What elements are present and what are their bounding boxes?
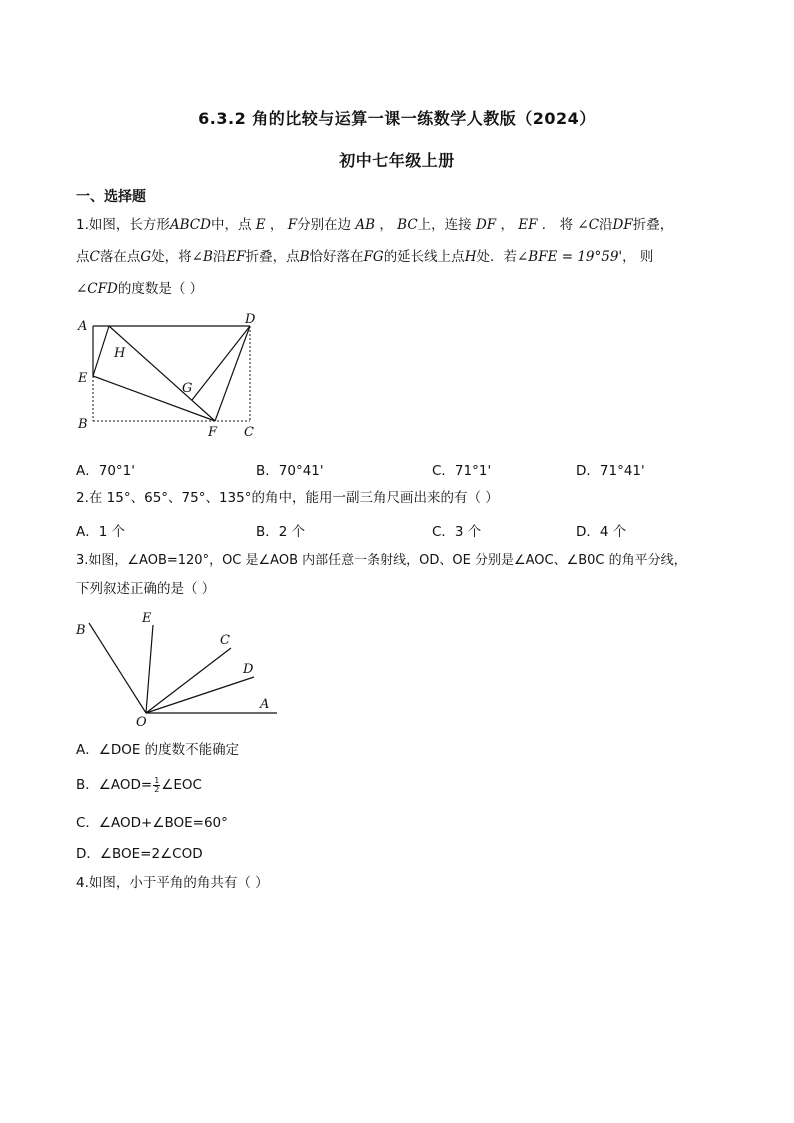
- q1-option-c[interactable]: C．71°1': [432, 463, 492, 479]
- fig1-label-e: E: [78, 371, 88, 386]
- q1-option-b[interactable]: B．70°41': [256, 463, 324, 479]
- fig1-label-g: G: [182, 381, 193, 396]
- q1-option-d[interactable]: D．71°41': [576, 463, 645, 479]
- q2-text: 2.在 15°、65°、75°、135°的角中，能用一副三角尺画出来的有（ ）: [76, 490, 499, 506]
- fig3-label-o: O: [136, 715, 147, 728]
- edge-eh: [93, 326, 109, 376]
- ray-oe: [146, 625, 153, 713]
- fraction-one-half: $\frac{1}{2}$: [154, 775, 160, 794]
- q3-option-d[interactable]: D．∠BOE=2∠COD: [76, 846, 203, 862]
- q3-figure: [72, 606, 282, 728]
- ray-oc: [146, 648, 231, 713]
- q3-option-c[interactable]: C．∠AOD+∠BOE=60°: [76, 815, 228, 831]
- q3-line2: 下列叙述正确的是（ ）: [76, 581, 216, 597]
- fig3-label-e: E: [142, 611, 152, 626]
- q1-line3: ∠CFD的度数是（ ）: [76, 281, 204, 297]
- q4-text: 4.如图，小于平角的角共有（ ）: [76, 875, 269, 891]
- q1-line2: 点C落在点G处，将∠B沿EF折叠，点B恰好落在FG的延长线上点H处．若∠BFE = 19°59'， 则: [76, 249, 654, 265]
- edge-ef: [93, 376, 215, 421]
- ray-od: [146, 677, 254, 713]
- q2-option-b[interactable]: B．2 个: [256, 524, 306, 540]
- q3-option-b[interactable]: B．∠AOD= $\frac{1}{2}$ ∠EOC: [76, 775, 202, 794]
- fig1-label-b: B: [78, 417, 88, 432]
- edge-dg: [192, 326, 250, 400]
- q1-line1: 1.如图，长方形ABCD中，点 E ， F分别在边 AB ， BC上，连接 DF ， EF ． 将 ∠C沿DF折叠，: [76, 217, 674, 233]
- fig3-label-b: B: [76, 623, 86, 638]
- q3-line1: 3.如图，∠AOB=120°，OC 是∠AOB 内部任意一条射线，OD、OE 分别是∠AOC、∠B0C 的角平分线，: [76, 553, 687, 568]
- edge-fh: [109, 326, 215, 421]
- page-title: 6.3.2 角的比较与运算一课一练数学人教版（2024）: [198, 109, 596, 128]
- fig1-label-f: F: [208, 425, 218, 440]
- q1-option-a[interactable]: A．70°1': [76, 463, 135, 479]
- q2-option-d[interactable]: D．4 个: [576, 524, 627, 540]
- fig1-label-d: D: [245, 312, 256, 327]
- q2-option-a[interactable]: A．1 个: [76, 524, 126, 540]
- fig3-label-d: D: [243, 662, 254, 677]
- q3-option-a[interactable]: A．∠DOE 的度数不能确定: [76, 742, 240, 758]
- page-subtitle: 初中七年级上册: [339, 151, 455, 170]
- ray-ob: [89, 623, 146, 713]
- q2-option-c[interactable]: C．3 个: [432, 524, 482, 540]
- fig1-label-c: C: [244, 425, 254, 440]
- q1-figure: [72, 310, 272, 442]
- edge-df: [215, 326, 250, 421]
- fig3-label-c: C: [220, 633, 230, 648]
- fig1-label-a: A: [78, 319, 88, 334]
- section-heading: 一、选择题: [76, 189, 146, 205]
- fig3-label-a: A: [260, 697, 270, 712]
- fig1-label-h: H: [114, 346, 126, 361]
